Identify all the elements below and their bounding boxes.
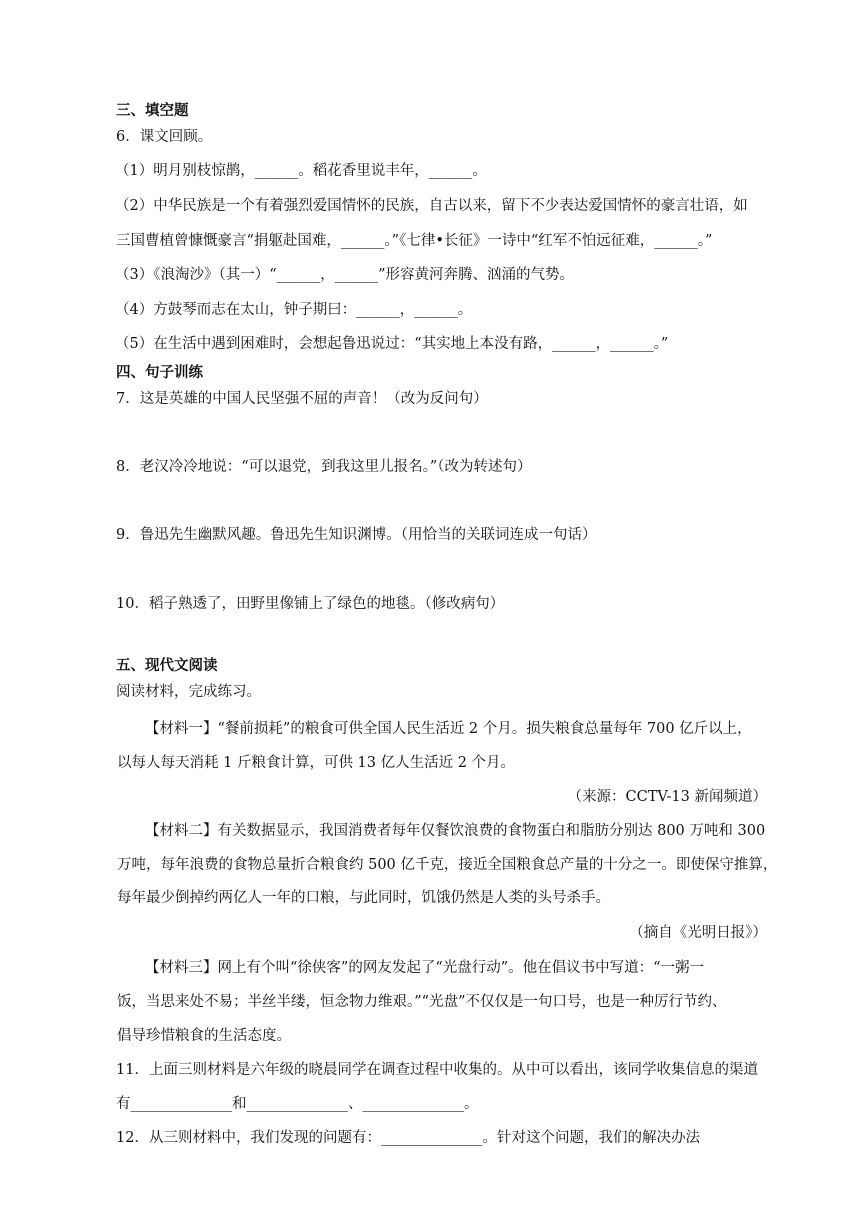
- question-9: 9．鲁迅先生幽默风趣。鲁迅先生知识渊博。（用恰当的关联词连成一句话）: [116, 527, 597, 543]
- material-3-line1: 【材料三】网上有个叫“徐侠客”的网友发起了“光盘行动”。他在倡议书中写道：“一粥一: [145, 960, 705, 976]
- material-2-source: （摘自《光明日报》）: [629, 925, 767, 941]
- question-7: 7．这是英雄的中国人民坚强不屈的声音！（改为反问句）: [116, 391, 488, 407]
- question-6-4: （4）方鼓琴而志在太山，钟子期曰：______，______。: [115, 302, 473, 318]
- question-6-2-line2: 三国曹植曾慷慨豪言“捐躯赴国难，______。”《七律•长征》一诗中“红军不怕远征难，______。”: [116, 233, 713, 249]
- section-heading-sentence: 四、句子训练: [116, 365, 203, 381]
- question-6-title: 6．课文回顾。: [116, 129, 213, 145]
- material-1-source: （来源：CCTV-13 新闻频道）: [567, 789, 767, 805]
- question-8: 8．老汉冷冷地说：“可以退党，到我这里儿报名。”（改为转述句）: [116, 459, 532, 475]
- material-3-line2: 饭，当思来处不易；半丝半缕，恒念物力维艰。”“光盘”不仅仅是一句口号，也是一种厉行节约、: [117, 994, 727, 1010]
- section-heading-reading: 五、现代文阅读: [116, 658, 218, 674]
- reading-intro: 阅读材料，完成练习。: [116, 684, 261, 700]
- question-11-line1: 11．上面三则材料是六年级的晓晨同学在调查过程中收集的。从中可以看出，该同学收集信息的渠道: [116, 1062, 758, 1078]
- material-2-line2: 万吨，每年浪费的食物总量折合粮食约 500 亿千克，接近全国粮食总产量的十分之一。即使保守推算，: [117, 857, 778, 873]
- question-11-line2: 有______________和______________、______________。: [116, 1096, 479, 1112]
- material-1-line2: 以每人每天消耗 1 斤粮食计算，可供 13 亿人生活近 2 个月。: [117, 755, 516, 771]
- question-6-3: （3）《浪淘沙》（其一）“______，______”形容黄河奔腾、汹涌的气势。: [115, 267, 575, 283]
- question-12: 12．从三则材料中，我们发现的问题有：______________。针对这个问题，我们的解决办法: [116, 1130, 700, 1146]
- question-6-2-line1: （2）中华民族是一个有着强烈爱国情怀的民族，自古以来，留下不少表达爱国情怀的豪言壮语，如: [115, 198, 748, 214]
- question-6-1: （1）明月别枝惊鹊，______。稻花香里说丰年，______。: [115, 163, 487, 179]
- material-3-line3: 倡导珍惜粮食的生活态度。: [117, 1028, 291, 1044]
- question-6-5: （5）在生活中遇到困难时，会想起鲁迅说过：“其实地上本没有路，______，______。”: [115, 336, 669, 352]
- material-1-line1: 【材料一】“餐前损耗”的粮食可供全国人民生活近 2 个月。损失粮食总量每年 700 亿斤以上，: [145, 721, 752, 737]
- material-2-line3: 每年最少倒掉约两亿人一年的口粮，与此同时，饥饿仍然是人类的头号杀手。: [117, 890, 610, 906]
- section-heading-fill-blank: 三、填空题: [116, 103, 189, 119]
- material-2-line1: 【材料二】有关数据显示，我国消费者每年仅餐饮浪费的食物蛋白和脂肪分别达 800 万吨和 300: [145, 823, 766, 839]
- question-10: 10．稻子熟透了，田野里像铺上了绿色的地毯。（修改病句）: [116, 596, 505, 612]
